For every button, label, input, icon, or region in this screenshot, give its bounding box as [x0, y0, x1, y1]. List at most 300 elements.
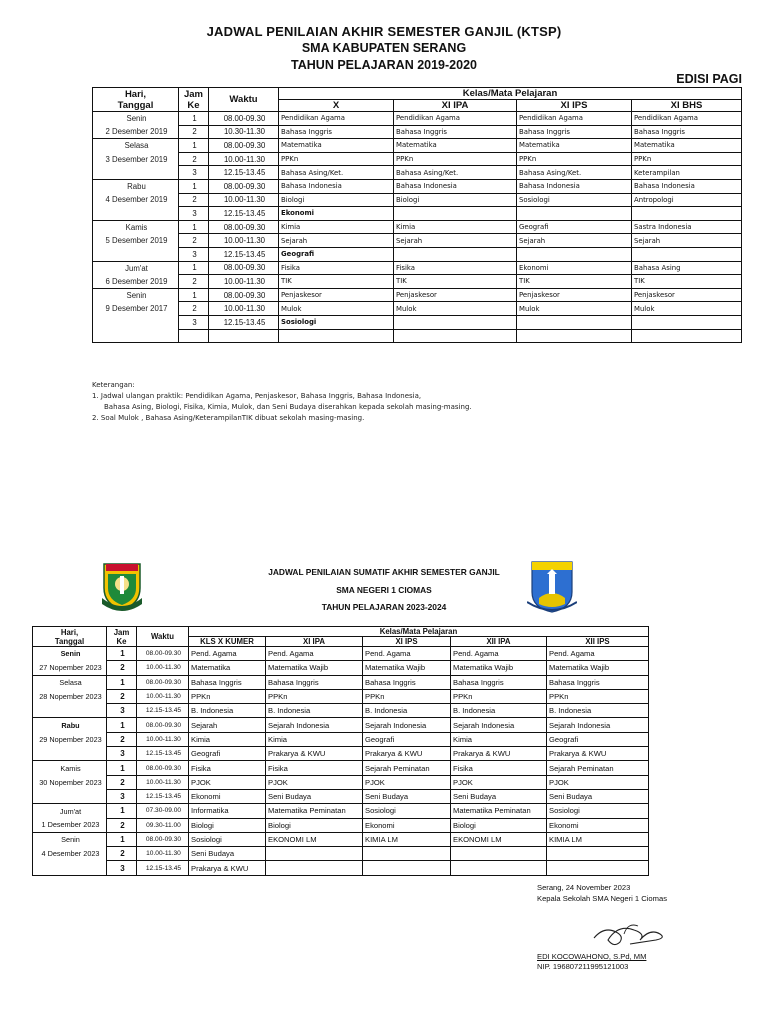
header-class: XI IPS: [363, 637, 451, 647]
waktu-cell: 10.00-11.30: [137, 732, 189, 746]
subject-cell: Sejarah: [189, 718, 266, 732]
table-row: [33, 818, 649, 832]
day-date-cell: Senin: [33, 832, 107, 846]
jam-cell: 1: [107, 718, 137, 732]
day-date-cell: Rabu: [93, 179, 179, 193]
day-date-cell: 27 Nopember 2023: [33, 661, 107, 675]
waktu-cell: 08.00-09.30: [137, 647, 189, 661]
table-row: [93, 288, 742, 302]
waktu-cell: 10.00-11.30: [137, 847, 189, 861]
day-date-cell: [33, 861, 107, 875]
header-day-date: Hari, Tanggal: [93, 88, 179, 112]
subject-cell: [547, 847, 649, 861]
note-item: 1. Jadwal ulangan praktik: Pendidikan Agama, Penjaskesor, Bahasa Inggris, Bahasa Indonesia,: [92, 392, 422, 400]
table-row: [93, 166, 742, 180]
subject-cell: Seni Budaya: [189, 847, 266, 861]
subject-cell: Matematika Wajib: [547, 661, 649, 675]
subject-cell: Pend. Agama: [547, 647, 649, 661]
subject-cell: Biologi: [394, 193, 517, 207]
subject-cell: PJOK: [363, 775, 451, 789]
subject-cell: [517, 315, 632, 329]
subject-cell: Sosiologi: [363, 804, 451, 818]
subject-cell: Sosiologi: [517, 193, 632, 207]
subject-cell: PJOK: [189, 775, 266, 789]
table-row: [93, 179, 742, 193]
header-class: XI IPS: [517, 100, 632, 112]
table-row: [33, 761, 649, 775]
subject-cell: [394, 329, 517, 343]
subject-cell: PPKn: [451, 689, 547, 703]
subject-cell: Geografi: [279, 247, 394, 261]
subject-cell: EKONOMI LM: [451, 832, 547, 846]
subject-cell: Prakarya & KWU: [363, 747, 451, 761]
waktu-cell: 10.00-11.30: [209, 275, 279, 289]
subject-cell: Geografi: [547, 732, 649, 746]
subject-cell: Bahasa Inggris: [363, 675, 451, 689]
jam-cell: 2: [179, 275, 209, 289]
subject-cell: KIMIA LM: [363, 832, 451, 846]
subject-cell: Fisika: [189, 761, 266, 775]
day-date-cell: 3 Desember 2019: [93, 152, 179, 166]
header-waktu: Waktu: [209, 88, 279, 112]
subject-cell: Geografi: [517, 220, 632, 234]
jam-cell: 2: [179, 234, 209, 248]
day-date-cell: Senin: [33, 647, 107, 661]
waktu-cell: 10.00-11.30: [209, 152, 279, 166]
subject-cell: Penjaskesor: [632, 288, 742, 302]
jam-cell: 3: [107, 861, 137, 875]
subject-cell: [279, 329, 394, 343]
subject-cell: Seni Budaya: [363, 789, 451, 803]
subject-cell: Matematika: [189, 661, 266, 675]
jam-cell: 2: [179, 152, 209, 166]
subject-cell: Matematika: [632, 139, 742, 153]
subject-cell: Bahasa Asing/Ket.: [279, 166, 394, 180]
subject-cell: Penjaskesor: [394, 288, 517, 302]
table-row: [33, 704, 649, 718]
jam-cell: 2: [179, 193, 209, 207]
day-date-cell: Kamis: [33, 761, 107, 775]
day-date-cell: Jum'at: [33, 804, 107, 818]
day-date-cell: 9 Desember 2017: [93, 302, 179, 316]
waktu-cell: 08.00-09.30: [137, 718, 189, 732]
subject-cell: Informatika: [189, 804, 266, 818]
schedule-1-title: JADWAL PENILAIAN AKHIR SEMESTER GANJIL (KTSP): [206, 24, 562, 39]
subject-cell: Biologi: [266, 818, 363, 832]
jam-cell: 1: [107, 761, 137, 775]
subject-cell: PJOK: [266, 775, 363, 789]
jam-cell: 1: [107, 675, 137, 689]
table-row: [93, 193, 742, 207]
subject-cell: [632, 247, 742, 261]
subject-cell: [632, 329, 742, 343]
signatory-name: EDI KOCOWAHONO, S.Pd, MM: [537, 952, 647, 961]
day-date-cell: Kamis: [93, 220, 179, 234]
subject-cell: Pend. Agama: [363, 647, 451, 661]
jam-cell: 3: [179, 166, 209, 180]
subject-cell: Matematika Wajib: [266, 661, 363, 675]
header-class: XI IPA: [266, 637, 363, 647]
table-row: [93, 220, 742, 234]
waktu-cell: 08.00-09.30: [137, 675, 189, 689]
day-date-cell: 28 Nopember 2023: [33, 689, 107, 703]
subject-cell: Seni Budaya: [451, 789, 547, 803]
signatory-nip: NIP. 196807211995121003: [537, 962, 629, 971]
jam-cell: 2: [107, 775, 137, 789]
day-date-cell: [33, 747, 107, 761]
jam-cell: 2: [179, 302, 209, 316]
table-row: [33, 789, 649, 803]
day-date-cell: Senin: [93, 112, 179, 126]
subject-cell: [632, 315, 742, 329]
subject-cell: Bahasa Inggris: [189, 675, 266, 689]
waktu-cell: 08.00-09.30: [209, 179, 279, 193]
table-row: [93, 139, 742, 153]
waktu-cell: 10.00-11.30: [209, 234, 279, 248]
edition-label: EDISI PAGI: [676, 72, 742, 86]
subject-cell: Biologi: [189, 818, 266, 832]
signature-position: Kepala Sekolah SMA Negeri 1 Ciomas: [537, 893, 668, 903]
table-row: [33, 804, 649, 818]
subject-cell: Pend. Agama: [266, 647, 363, 661]
table-row: [33, 661, 649, 675]
subject-cell: Keterampilan: [632, 166, 742, 180]
schedule-2-year: TAHUN PELAJARAN 2023-2024: [321, 602, 447, 612]
subject-cell: Bahasa Asing: [632, 261, 742, 275]
waktu-cell: 12.15-13.45: [137, 704, 189, 718]
subject-cell: Bahasa Indonesia: [517, 179, 632, 193]
subject-cell: Bahasa Inggris: [451, 675, 547, 689]
subject-cell: Kimia: [394, 220, 517, 234]
day-date-cell: [93, 315, 179, 329]
subject-cell: [266, 847, 363, 861]
table-row: [33, 732, 649, 746]
subject-cell: Kimia: [279, 220, 394, 234]
day-date-cell: [33, 704, 107, 718]
subject-cell: PPKn: [363, 689, 451, 703]
subject-cell: Mulok: [279, 302, 394, 316]
jam-cell: 2: [107, 661, 137, 675]
subject-cell: B. Indonesia: [189, 704, 266, 718]
jam-cell: 3: [179, 207, 209, 221]
waktu-cell: 12.15-13.45: [209, 166, 279, 180]
subject-cell: Biologi: [279, 193, 394, 207]
jam-cell: 1: [107, 804, 137, 818]
subject-cell: Bahasa Indonesia: [394, 179, 517, 193]
jam-cell: 1: [179, 261, 209, 275]
subject-cell: Pend. Agama: [451, 647, 547, 661]
day-date-cell: 2 Desember 2019: [93, 125, 179, 139]
table-row: [93, 261, 742, 275]
subject-cell: Kimia: [266, 732, 363, 746]
subject-cell: Bahasa Inggris: [266, 675, 363, 689]
subject-cell: Seni Budaya: [547, 789, 649, 803]
subject-cell: Geografi: [363, 732, 451, 746]
day-date-cell: [93, 207, 179, 221]
header-kelas: Kelas/Mata Pelajaran: [279, 88, 742, 100]
subject-cell: Bahasa Inggris: [517, 125, 632, 139]
subject-cell: Ekonomi: [279, 207, 394, 221]
waktu-cell: 08.00-09.30: [209, 112, 279, 126]
subject-cell: Matematika Wajib: [451, 661, 547, 675]
subject-cell: Sejarah Indonesia: [451, 718, 547, 732]
day-date-cell: 4 Desember 2019: [93, 193, 179, 207]
subject-cell: Sejarah: [279, 234, 394, 248]
subject-cell: Sosiologi: [547, 804, 649, 818]
subject-cell: Matematika Peminatan: [266, 804, 363, 818]
header-kelas: Kelas/Mata Pelajaran: [189, 627, 649, 637]
subject-cell: Sejarah Indonesia: [363, 718, 451, 732]
subject-cell: B. Indonesia: [266, 704, 363, 718]
subject-cell: Pendidikan Agama: [632, 112, 742, 126]
jam-cell: 1: [179, 179, 209, 193]
table-row: [93, 152, 742, 166]
subject-cell: Prakarya & KWU: [451, 747, 547, 761]
subject-cell: PPKn: [517, 152, 632, 166]
jam-cell: 2: [107, 818, 137, 832]
waktu-cell: 07.30-09.00: [137, 804, 189, 818]
jam-cell: 3: [107, 747, 137, 761]
waktu-cell: 12.15-13.45: [209, 315, 279, 329]
subject-cell: Prakarya & KWU: [189, 861, 266, 875]
table-row: [33, 847, 649, 861]
subject-cell: Bahasa Indonesia: [632, 179, 742, 193]
jam-cell: 1: [179, 288, 209, 302]
subject-cell: PJOK: [451, 775, 547, 789]
waktu-cell: 10.00-11.30: [209, 193, 279, 207]
subject-cell: Kimia: [451, 732, 547, 746]
subject-cell: Antropologi: [632, 193, 742, 207]
subject-cell: Matematika: [279, 139, 394, 153]
jam-cell: 3: [107, 704, 137, 718]
subject-cell: Bahasa Inggris: [394, 125, 517, 139]
subject-cell: [363, 861, 451, 875]
table-row: [33, 832, 649, 846]
subject-cell: Mulok: [632, 302, 742, 316]
subject-cell: [547, 861, 649, 875]
subject-cell: Fisika: [266, 761, 363, 775]
subject-cell: Sosiologi: [189, 832, 266, 846]
subject-cell: Sejarah: [394, 234, 517, 248]
table-row: [33, 718, 649, 732]
day-date-cell: 1 Desember 2023: [33, 818, 107, 832]
subject-cell: [451, 861, 547, 875]
subject-cell: Sejarah Indonesia: [547, 718, 649, 732]
subject-cell: EKONOMI LM: [266, 832, 363, 846]
waktu-cell: 10.00-11.30: [137, 661, 189, 675]
subject-cell: Fisika: [394, 261, 517, 275]
waktu-cell: 12.15-13.45: [137, 789, 189, 803]
table-row: [33, 861, 649, 875]
subject-cell: Sejarah Indonesia: [266, 718, 363, 732]
subject-cell: KIMIA LM: [547, 832, 649, 846]
subject-cell: Matematika Peminatan: [451, 804, 547, 818]
subject-cell: Mulok: [394, 302, 517, 316]
jam-cell: 2: [107, 689, 137, 703]
schedule-1-school: SMA KABUPATEN SERANG: [301, 41, 467, 55]
subject-cell: Geografi: [189, 747, 266, 761]
subject-cell: PJOK: [547, 775, 649, 789]
subject-cell: Kimia: [189, 732, 266, 746]
subject-cell: B. Indonesia: [547, 704, 649, 718]
table-row: [33, 775, 649, 789]
table-row: [93, 125, 742, 139]
schedule-2-school: SMA NEGERI 1 CIOMAS: [336, 585, 432, 595]
table-row: [33, 647, 649, 661]
subject-cell: [517, 207, 632, 221]
waktu-cell: 08.00-09.30: [137, 832, 189, 846]
table-row: [93, 112, 742, 126]
waktu-cell: 08.00-09.30: [209, 288, 279, 302]
subject-cell: Matematika Wajib: [363, 661, 451, 675]
notes: [92, 380, 472, 424]
subject-cell: Ekonomi: [517, 261, 632, 275]
subject-cell: Prakarya & KWU: [266, 747, 363, 761]
signature-place-date: Serang, 24 November 2023: [537, 883, 631, 892]
waktu-cell: 12.15-13.45: [209, 207, 279, 221]
waktu-cell: 09.30-11.00: [137, 818, 189, 832]
subject-cell: [517, 329, 632, 343]
header-class: XI BHS: [632, 100, 742, 112]
subject-cell: Bahasa Inggris: [632, 125, 742, 139]
header-class: X: [279, 100, 394, 112]
waktu-cell: [209, 329, 279, 343]
subject-cell: [451, 847, 547, 861]
table-row: [93, 247, 742, 261]
day-date-cell: [93, 329, 179, 343]
subject-cell: Seni Budaya: [266, 789, 363, 803]
subject-cell: TIK: [517, 275, 632, 289]
subject-cell: PPKn: [547, 689, 649, 703]
subject-cell: PPKn: [632, 152, 742, 166]
jam-cell: 2: [107, 732, 137, 746]
subject-cell: Pendidikan Agama: [517, 112, 632, 126]
subject-cell: Bahasa Inggris: [279, 125, 394, 139]
day-date-cell: [33, 789, 107, 803]
subject-cell: Pend. Agama: [189, 647, 266, 661]
subject-cell: Sejarah: [632, 234, 742, 248]
waktu-cell: 10.00-11.30: [137, 689, 189, 703]
subject-cell: B. Indonesia: [451, 704, 547, 718]
waktu-cell: 10.00-11.30: [209, 302, 279, 316]
subject-cell: [363, 847, 451, 861]
jam-cell: 1: [179, 112, 209, 126]
waktu-cell: 10.00-11.30: [137, 775, 189, 789]
subject-cell: Matematika: [517, 139, 632, 153]
day-date-cell: [93, 247, 179, 261]
day-date-cell: Jum'at: [93, 261, 179, 275]
day-date-cell: Senin: [93, 288, 179, 302]
day-date-cell: Rabu: [33, 718, 107, 732]
subject-cell: Sejarah: [517, 234, 632, 248]
subject-cell: Ekonomi: [363, 818, 451, 832]
table-row: [93, 207, 742, 221]
subject-cell: Sosiologi: [279, 315, 394, 329]
table-row: [93, 234, 742, 248]
subject-cell: [394, 207, 517, 221]
day-date-cell: Selasa: [93, 139, 179, 153]
subject-cell: Bahasa Asing/Ket.: [394, 166, 517, 180]
day-date-cell: 29 Nopember 2023: [33, 732, 107, 746]
subject-cell: Fisika: [451, 761, 547, 775]
subject-cell: Sastra Indonesia: [632, 220, 742, 234]
subject-cell: Pendidikan Agama: [279, 112, 394, 126]
notes-heading: Keterangan:: [92, 381, 135, 389]
subject-cell: Penjaskesor: [517, 288, 632, 302]
subject-cell: Penjaskesor: [279, 288, 394, 302]
day-date-cell: 6 Desember 2019: [93, 275, 179, 289]
waktu-cell: 08.00-09.30: [137, 761, 189, 775]
header-day-date: Hari, Tanggal: [33, 627, 107, 647]
table-row: [33, 689, 649, 703]
jam-cell: 3: [107, 789, 137, 803]
day-date-cell: 4 Desember 2023: [33, 847, 107, 861]
subject-cell: Bahasa Indonesia: [279, 179, 394, 193]
day-date-cell: 30 Nopember 2023: [33, 775, 107, 789]
subject-cell: PPKn: [266, 689, 363, 703]
waktu-cell: 08.00-09.30: [209, 220, 279, 234]
jam-cell: 2: [179, 125, 209, 139]
jam-cell: 3: [179, 247, 209, 261]
waktu-cell: 08.00-09.30: [209, 261, 279, 275]
subject-cell: PPKn: [189, 689, 266, 703]
table-row: [33, 747, 649, 761]
waktu-cell: 08.00-09.30: [209, 139, 279, 153]
subject-cell: [394, 247, 517, 261]
subject-cell: [517, 247, 632, 261]
header-jam-ke: Jam Ke: [179, 88, 209, 112]
jam-cell: 1: [179, 139, 209, 153]
subject-cell: PPKn: [394, 152, 517, 166]
subject-cell: Sejarah Peminatan: [547, 761, 649, 775]
schedule-1-table: [92, 87, 742, 343]
note-item: Bahasa Asing, Biologi, Fisika, Kimia, Mulok, dan Seni Budaya diserahkan kepada sekolah masing-masing.: [104, 403, 472, 411]
schedule-1-year: TAHUN PELAJARAN 2019-2020: [291, 58, 477, 72]
header-waktu: Waktu: [137, 627, 189, 647]
signature-block: [537, 883, 667, 904]
subject-cell: B. Indonesia: [363, 704, 451, 718]
subject-cell: TIK: [279, 275, 394, 289]
subject-cell: Biologi: [451, 818, 547, 832]
header-jam-ke: Jam Ke: [107, 627, 137, 647]
day-date-cell: [93, 166, 179, 180]
table-row: [33, 675, 649, 689]
subject-cell: Ekonomi: [547, 818, 649, 832]
subject-cell: Ekonomi: [189, 789, 266, 803]
waktu-cell: 12.15-13.45: [137, 861, 189, 875]
subject-cell: Prakarya & KWU: [547, 747, 649, 761]
day-date-cell: Selasa: [33, 675, 107, 689]
subject-cell: PPKn: [279, 152, 394, 166]
table-row: [93, 315, 742, 329]
table-row: [93, 275, 742, 289]
waktu-cell: 10.30-11.30: [209, 125, 279, 139]
jam-cell: 2: [107, 847, 137, 861]
subject-cell: Bahasa Asing/Ket.: [517, 166, 632, 180]
subject-cell: [266, 861, 363, 875]
header-class: XII IPA: [451, 637, 547, 647]
note-item: 2. Soal Mulok , Bahasa Asing/KeterampilanTIK dibuat sekolah masing-masing.: [92, 414, 365, 422]
jam-cell: 1: [179, 220, 209, 234]
waktu-cell: 12.15-13.45: [137, 747, 189, 761]
jam-cell: 1: [107, 647, 137, 661]
subject-cell: Matematika: [394, 139, 517, 153]
table-row: [93, 302, 742, 316]
subject-cell: Sejarah Peminatan: [363, 761, 451, 775]
handwritten-signature: [590, 914, 670, 952]
subject-cell: Fisika: [279, 261, 394, 275]
schedule-2-title: JADWAL PENILAIAN SUMATIF AKHIR SEMESTER GANJIL: [268, 567, 500, 577]
